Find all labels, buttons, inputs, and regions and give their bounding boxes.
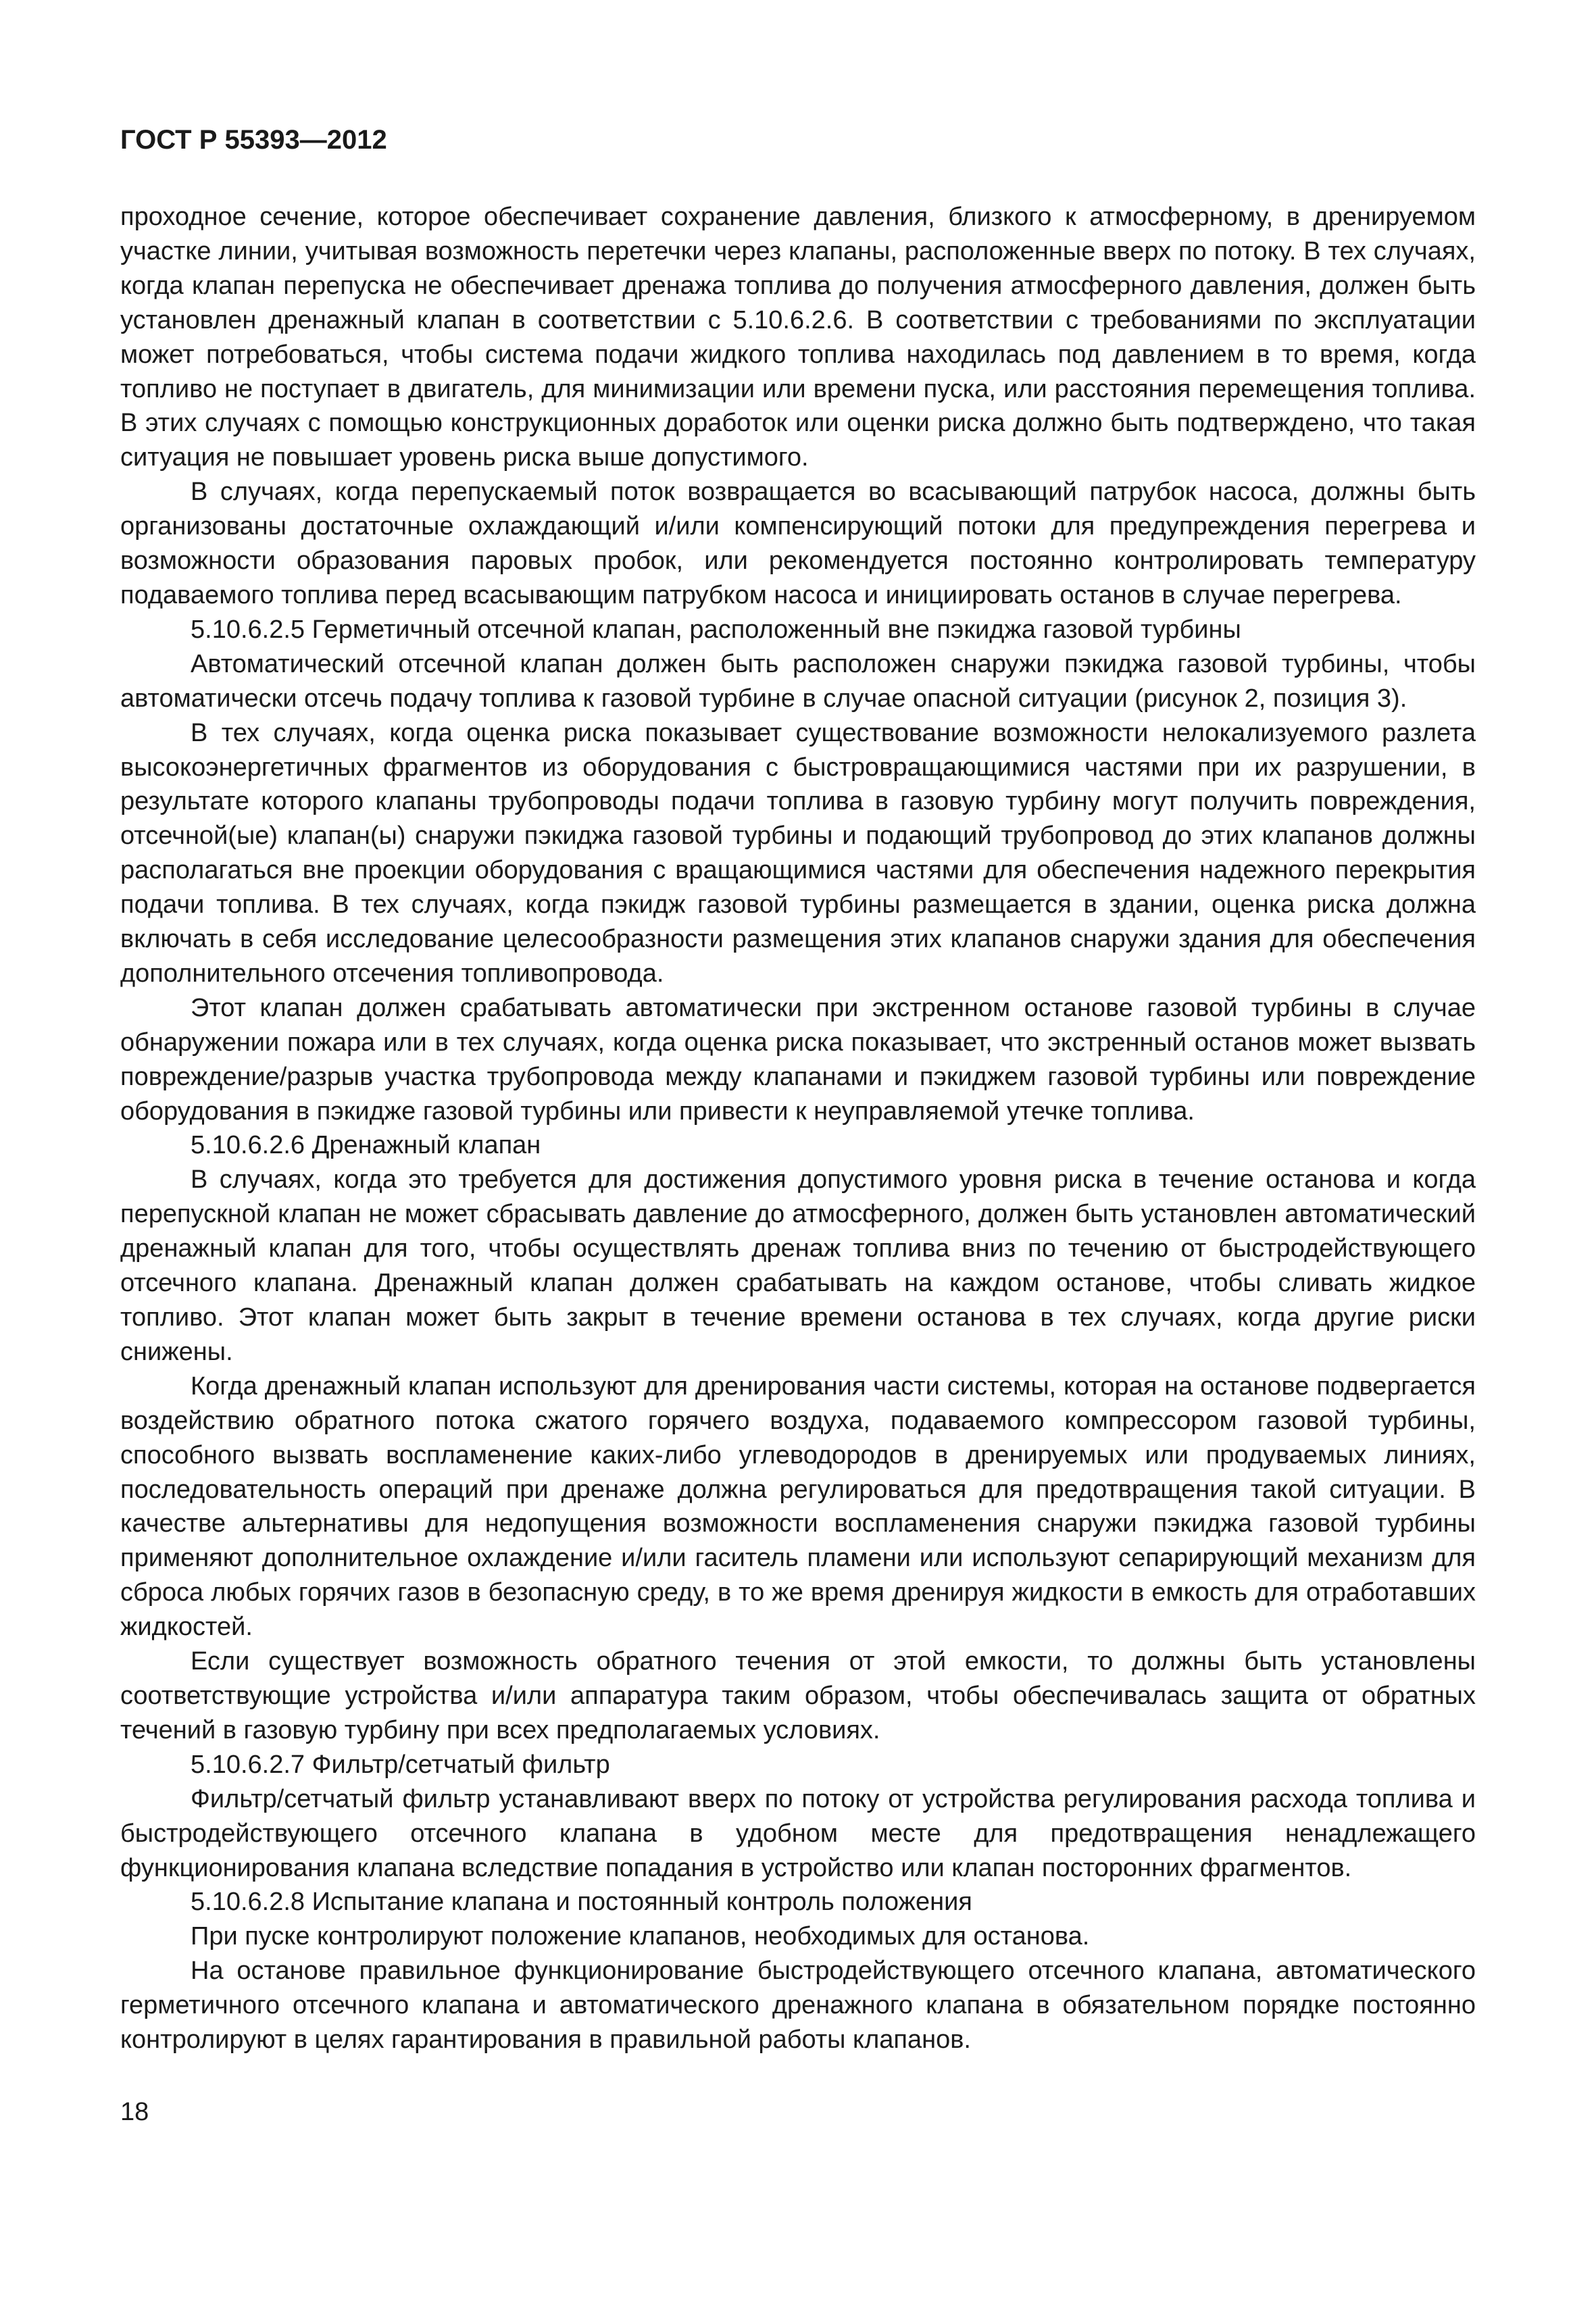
paragraph-startup-check: При пуске контролируют положение клапанов, необходимых для останова. (191, 1922, 1090, 1951)
paragraph-valve-actuation: Этот клапан должен срабатывать автоматически при экстренном останове газовой турбины в случае обнаружении пожара или в тех случаях, когда оценка риска показывает, что экстренный останов может вызвать повреждение/разрыв участка трубопровода между клапанами и пэкиджем газовой турбины или повреждение оборудования в пэкидже газовой турбины или привести к неуправляемой утечке топлива. (120, 993, 1476, 1126)
paragraph-risk-assessment-fragments: В тех случаях, когда оценка риска показывает существование возможности нелокализуемого разлета высокоэнергетичных фрагментов из оборудования с быстровращающимися частями при их разрушении, в результате которого клапаны трубопроводы подачи топлива в газовую турбину могут получить повреждения, отсечной(ые) клапан(ы) снаружи пэкиджа газовой турбины и подающий трубопровод до этих клапанов должны располагаться вне проекции оборудования с вращающимися частями для обеспечения надежного перекрытия подачи топлива. В тех случаях, когда пэкидж газовой турбины размещается в здании, оценка риска должна включать в себя исследование целесообразности размещения этих клапанов снаружи здания для обеспечения дополнительного отсечения топливопровода. (120, 718, 1476, 988)
section-heading-5-10-6-2-7: 5.10.6.2.7 Фильтр/сетчатый фильтр (191, 1750, 610, 1779)
section-heading-5-10-6-2-8: 5.10.6.2.8 Испытание клапана и постоянный контроль положения (191, 1888, 972, 1917)
paragraph-drain-valve-requirement: В случаях, когда это требуется для достижения допустимого уровня риска в течение останова и когда перепускной клапан не может сбрасывать давление до атмосферного, должен быть установлен автоматический дренажный клапан для того, чтобы осуществлять дренаж топлива вниз по течению от быстродействующего отсечного клапана. Дренажный клапан должен срабатывать на каждом останове, чтобы сливать жидкое топливо. Этот клапан может быть закрыт в течение времени останова в тех случаях, когда другие риски снижены. (120, 1165, 1476, 1366)
paragraph-auto-shutoff-valve: Автоматический отсечной клапан должен быть расположен снаружи пэкиджа газовой турбины, чтобы автоматически отсечь подачу топлива к газовой турбине в случае опасной ситуации (рисунок 2, позиция 3). (120, 649, 1476, 713)
paragraph-continuation: проходное сечение, которое обеспечивает сохранение давления, близкого к атмосферному, в дренируемом участке линии, учитывая возможность перетечки через клапаны, расположенные вверх по потоку. В тех случаях, когда клапан перепуска не обеспечивает дренажа топлива до получения атмосферного давления, должен быть установлен дренажный клапан в соответствии с 5.10.6.2.6. В соответствии с требованиями по эксплуатации может потребоваться, чтобы система подачи жидкого топлива находилась под давлением в то время, когда топливо не поступает в двигатель, для минимизации или времени пуска, или расстояния перемещения топлива. В этих случаях с помощью конструкционных доработок или оценки риска должно быть подтверждено, что такая ситуация не повышает уровень риска выше допустимого. (120, 203, 1476, 472)
section-heading-5-10-6-2-6: 5.10.6.2.6 Дренажный клапан (191, 1131, 541, 1160)
page-number: 18 (120, 2098, 149, 2126)
document-header-code: ГОСТ Р 55393—2012 (120, 125, 387, 155)
paragraph-bypass-flow: В случаях, когда перепускаемый поток возвращается во всасывающий патрубок насоса, должны быть организованы достаточные охлаждающий и/или компенсирующий потоки для предупреждения перегрева и возможности образования паровых пробок, или рекомендуется постоянно контролировать температуру подаваемого топлива перед всасывающим патрубком насоса и инициировать останов в случае перегрева. (120, 478, 1476, 609)
section-heading-5-10-6-2-5: 5.10.6.2.5 Герметичный отсечной клапан, расположенный вне пэкиджа газовой турбины (191, 615, 1241, 644)
paragraph-backflow-protection: Если существует возможность обратного течения от этой емкости, то должны быть установлены соответствующие устройства и/или аппаратура таким образом, чтобы обеспечивалась защита от обратных течений в газовую турбину при всех предполагаемых условиях. (120, 1647, 1476, 1744)
paragraph-shutdown-monitoring: На останове правильное функционирование быстродействующего отсечного клапана, автоматического герметичного отсечного клапана и автоматического дренажного клапана в обязательном порядке постоянно контролируют в целях гарантирования в правильной работы клапанов. (120, 1957, 1476, 2055)
document-body (120, 200, 1476, 2057)
paragraph-drain-valve-hot-air: Когда дренажный клапан используют для дренирования части системы, которая на останове подвергается воздействию обратного потока сжатого горячего воздуха, подаваемого компрессором газовой турбины, способного вызвать воспламенение каких-либо углеводородов в дренируемых или продуваемых линиях, последовательность операций при дренаже должна регулироваться для предотвращения такой ситуации. В качестве альтернативы для недопущения возможности воспламенения снаружи пэкиджа газовой турбины применяют дополнительное охлаждение и/или гаситель пламени или используют сепарирующий механизм для сброса любых горячих газов в безопасную среду, в то же время дренируя жидкости в емкость для отработавших жидкостей. (120, 1372, 1476, 1642)
paragraph-filter-placement: Фильтр/сетчатый фильтр устанавливают вверх по потоку от устройства регулирования расхода топлива и быстродействующего отсечного клапана в удобном месте для предотвращения ненадлежащего функционирования клапана вследствие попадания в устройство или клапан посторонних фрагментов. (120, 1784, 1476, 1882)
